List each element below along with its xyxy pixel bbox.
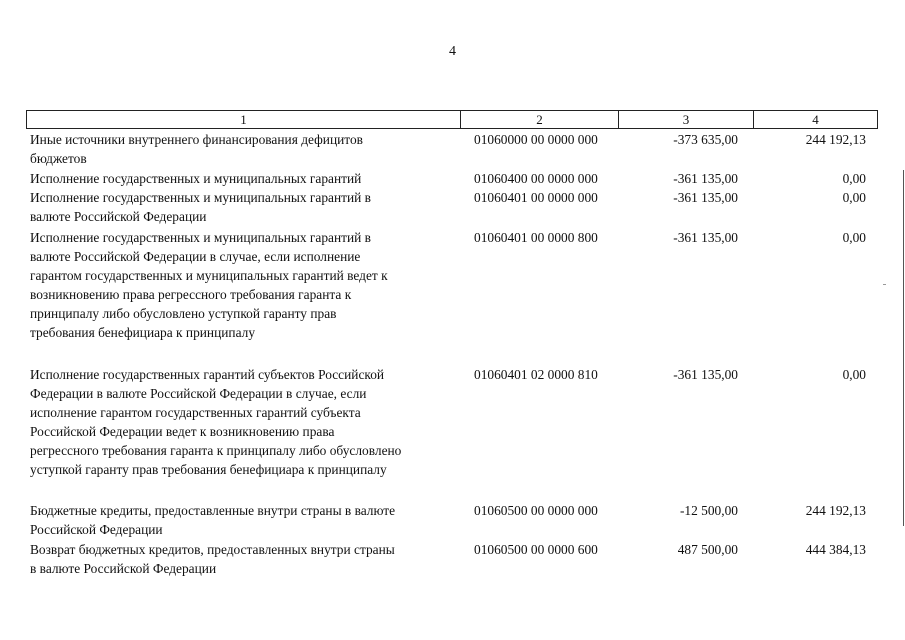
header-col-2: 2 <box>461 111 619 128</box>
row-code: 01060500 00 0000 000 <box>474 503 598 518</box>
header-col-3: 3 <box>619 111 754 128</box>
row-code: 01060500 00 0000 600 <box>474 542 598 557</box>
row-value-col3: -361 135,00 <box>673 367 738 382</box>
header-col-1: 1 <box>27 111 461 128</box>
row-name: Возврат бюджетных кредитов, предоставленных внутри страны в валюте Российской Федерации <box>30 542 395 576</box>
row-name: Исполнение государственных и муниципальных гарантий в валюте Российской Федерации в случае, если исполнение гарантом государственных и муниципальных гарантий ведет к возникновению права регрессного требования гаранта к принципалу либо обусловлено уступкой гаранту прав требования бенефициара к принципалу <box>30 230 388 340</box>
row-code: 01060401 00 0000 000 <box>474 190 598 205</box>
row-value-col4: 444 384,13 <box>805 542 866 557</box>
row-value-col4: 244 192,13 <box>805 503 866 518</box>
row-value-col4: 0,00 <box>842 230 866 245</box>
row-code: 01060000 00 0000 000 <box>474 132 598 147</box>
page-number: 4 <box>449 44 456 59</box>
row-value-col4: 0,00 <box>842 367 866 382</box>
table-header <box>26 110 878 129</box>
row-value-col4: 0,00 <box>842 171 866 186</box>
row-name: Исполнение государственных гарантий субъектов Российской Федерации в валюте Российской Федерации в случае, если исполнение гарантом государственных гарантий субъекта Российской Федерации ведет к возникновению права регрессного требования гаранта к принципалу либо обусловлено уступкой гаранту прав требования бенефициара к принципалу <box>30 367 402 477</box>
row-value-col3: -361 135,00 <box>673 230 738 245</box>
row-name: Иные источники внутреннего финансирования дефицитов бюджетов <box>30 132 363 166</box>
row-name: Бюджетные кредиты, предоставленные внутри страны в валюте Российской Федерации <box>30 503 396 537</box>
row-value-col3: -361 135,00 <box>673 190 738 205</box>
header-col-4: 4 <box>812 112 819 127</box>
row-value-col4: 0,00 <box>842 190 866 205</box>
row-name: Исполнение государственных и муниципальных гарантий <box>30 171 362 186</box>
row-name: Исполнение государственных и муниципальных гарантий в валюте Российской Федерации <box>30 190 371 224</box>
row-code: 01060400 00 0000 000 <box>474 171 598 186</box>
row-value-col3: 487 500,00 <box>677 542 738 557</box>
row-value-col3: -373 635,00 <box>673 132 738 147</box>
scan-edge-line <box>903 170 904 526</box>
row-value-col3: -361 135,00 <box>673 171 738 186</box>
row-code: 01060401 02 0000 810 <box>474 367 598 382</box>
scan-speck <box>883 284 886 285</box>
row-value-col4: 244 192,13 <box>805 132 866 147</box>
row-value-col3: -12 500,00 <box>679 503 738 518</box>
row-code: 01060401 00 0000 800 <box>474 230 598 245</box>
